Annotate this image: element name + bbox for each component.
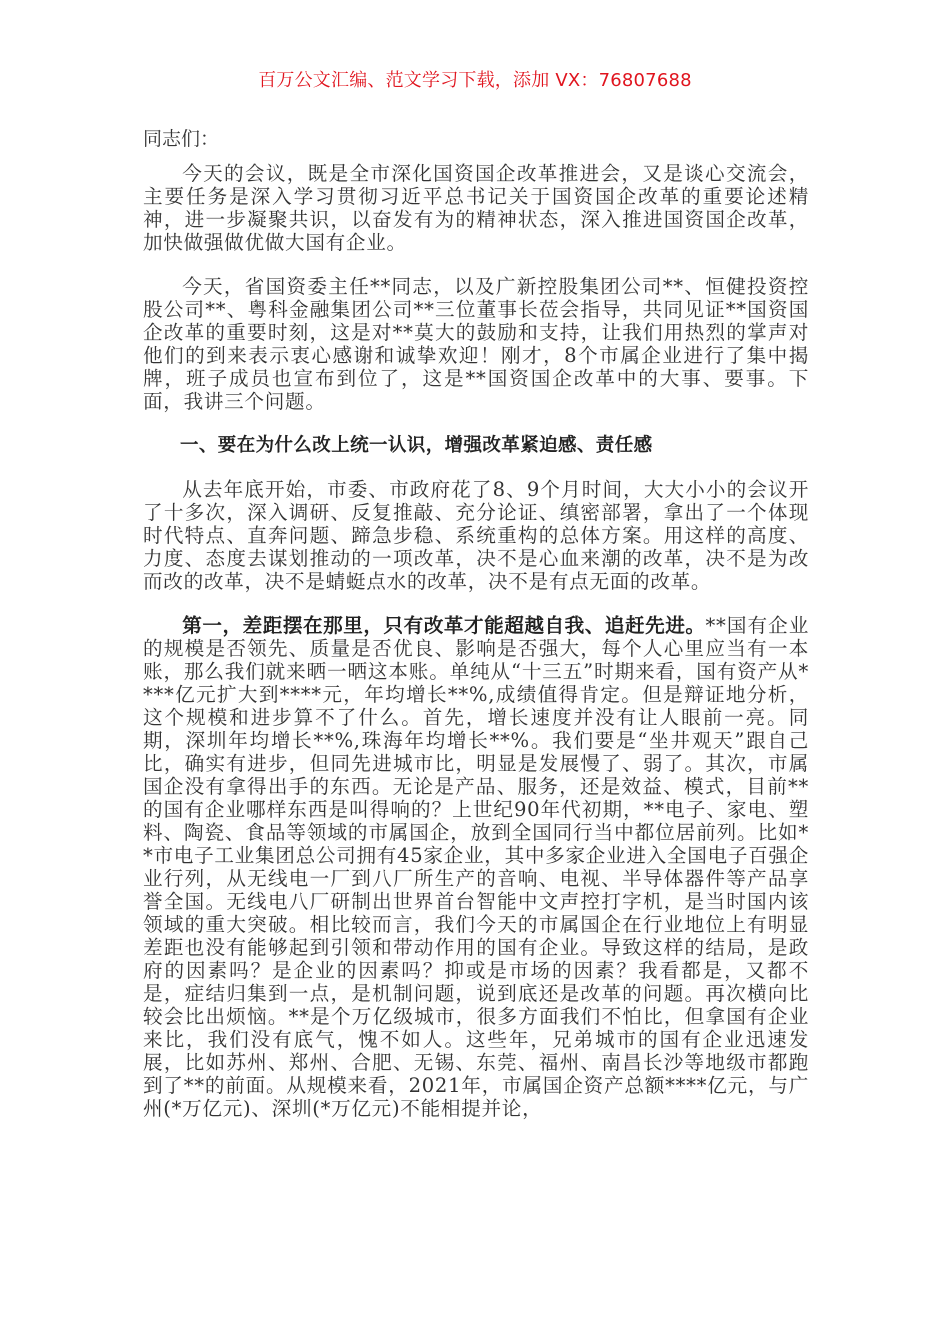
section-heading-1: 一、要在为什么改上统一认识，增强改革紧迫感、责任感 xyxy=(180,435,653,456)
paragraph-lead-bold: 第一，差距摆在那里，只有改革才能超越自我、追赶先进。 xyxy=(182,614,706,637)
download-banner: 百万公文汇编、范文学习下载，添加 VX：76807688 xyxy=(258,70,692,91)
section-paragraph-2 xyxy=(143,614,809,1120)
section-paragraph-1: 从去年底开始，市委、市政府花了8、9个月时间，大大小小的会议开了十多次，深入调研、反复推敲、充分论证、缜密部署，拿出了一个体现时代特点、直奔问题、蹄急步稳、系统重构的总体方案。用这样的高度、力度、态度去谋划推动的一项改革，决不是心血来潮的改革，决不是为改而改的改革，决不是蜻蜓点水的改革，决不是有点无面的改革。 xyxy=(143,478,809,593)
document-body xyxy=(143,128,809,1141)
salutation: 同志们： xyxy=(143,128,220,150)
intro-paragraph-2: 今天，省国资委主任**同志，以及广新控股集团公司**、恒健投资控股公司**、粤科金融集团公司**三位董事长莅会指导，共同见证**国资国企改革的重要时刻，这是对**莫大的鼓励和支持，让我们用热烈的掌声对他们的到来表示衷心感谢和诚挚欢迎！刚才，8个市属企业进行了集中揭牌，班子成员也宣布到位了，这是**国资国企改革中的大事、要事。下面，我讲三个问题。 xyxy=(143,275,809,413)
paragraph-body: **国有企业的规模是否领先、质量是否优良、影响是否强大，每个人心里应当有一本账，那么我们就来晒一晒这本账。单纯从“十三五”时期来看，国有资产从****亿元扩大到****元，年均增长**%,成绩值得肯定。但是辩证地分析，这个规模和进步算不了什么。首先，增长速度并没有让人眼前一亮。同期，深圳年均增长**%,珠海年均增长**%。我们要是“坐井观天”跟自己比，确实有进步，但同先进城市比，明显是发展慢了、弱了。其次，市属国企没有拿得出手的东西。无论是产品、服务，还是效益、模式，目前**的国有企业哪样东西是叫得响的？上世纪90年代初期，**电子、家电、塑料、陶瓷、食品等领域的市属国企，放到全国同行当中都位居前列。比如**市电子工业集团总公司拥有45家企业，其中多家企业进入全国电子百强企业行列，从无线电一厂到八厂所生产的音响、电视、半导体器件等产品享誉全国。无线电八厂研制出世界首台智能中文声控打字机，是当时国内该领域的重大突破。相比较而言，我们今天的市属国企在行业地位上有明显差距也没有能够起到引领和带动作用的国有企业。导致这样的结局，是政府的因素吗？是企业的因素吗？抑或是市场的因素？我看都是，又都不是，症结归集到一点，是机制问题，说到底还是改革的问题。再次横向比较会比出烦恼。**是个万亿级城市，很多方面我们不怕比，但拿国有企业来比，我们没有底气，愧不如人。这些年，兄弟城市的国有企业迅速发展，比如苏州、郑州、合肥、无锡、东莞、福州、南昌长沙等地级市都跑到了**的前面。从规模来看，2021年，市属国企资产总额****亿元，与广州(*万亿元)、深圳(*万亿元)不能相提并论， xyxy=(143,614,810,1120)
intro-paragraph-1: 今天的会议，既是全市深化国资国企改革推进会，又是谈心交流会，主要任务是深入学习贯彻习近平总书记关于国资国企改革的重要论述精神，进一步凝聚共识，以奋发有为的精神状态，深入推进国资国企改革，加快做强做优做大国有企业。 xyxy=(143,162,809,254)
